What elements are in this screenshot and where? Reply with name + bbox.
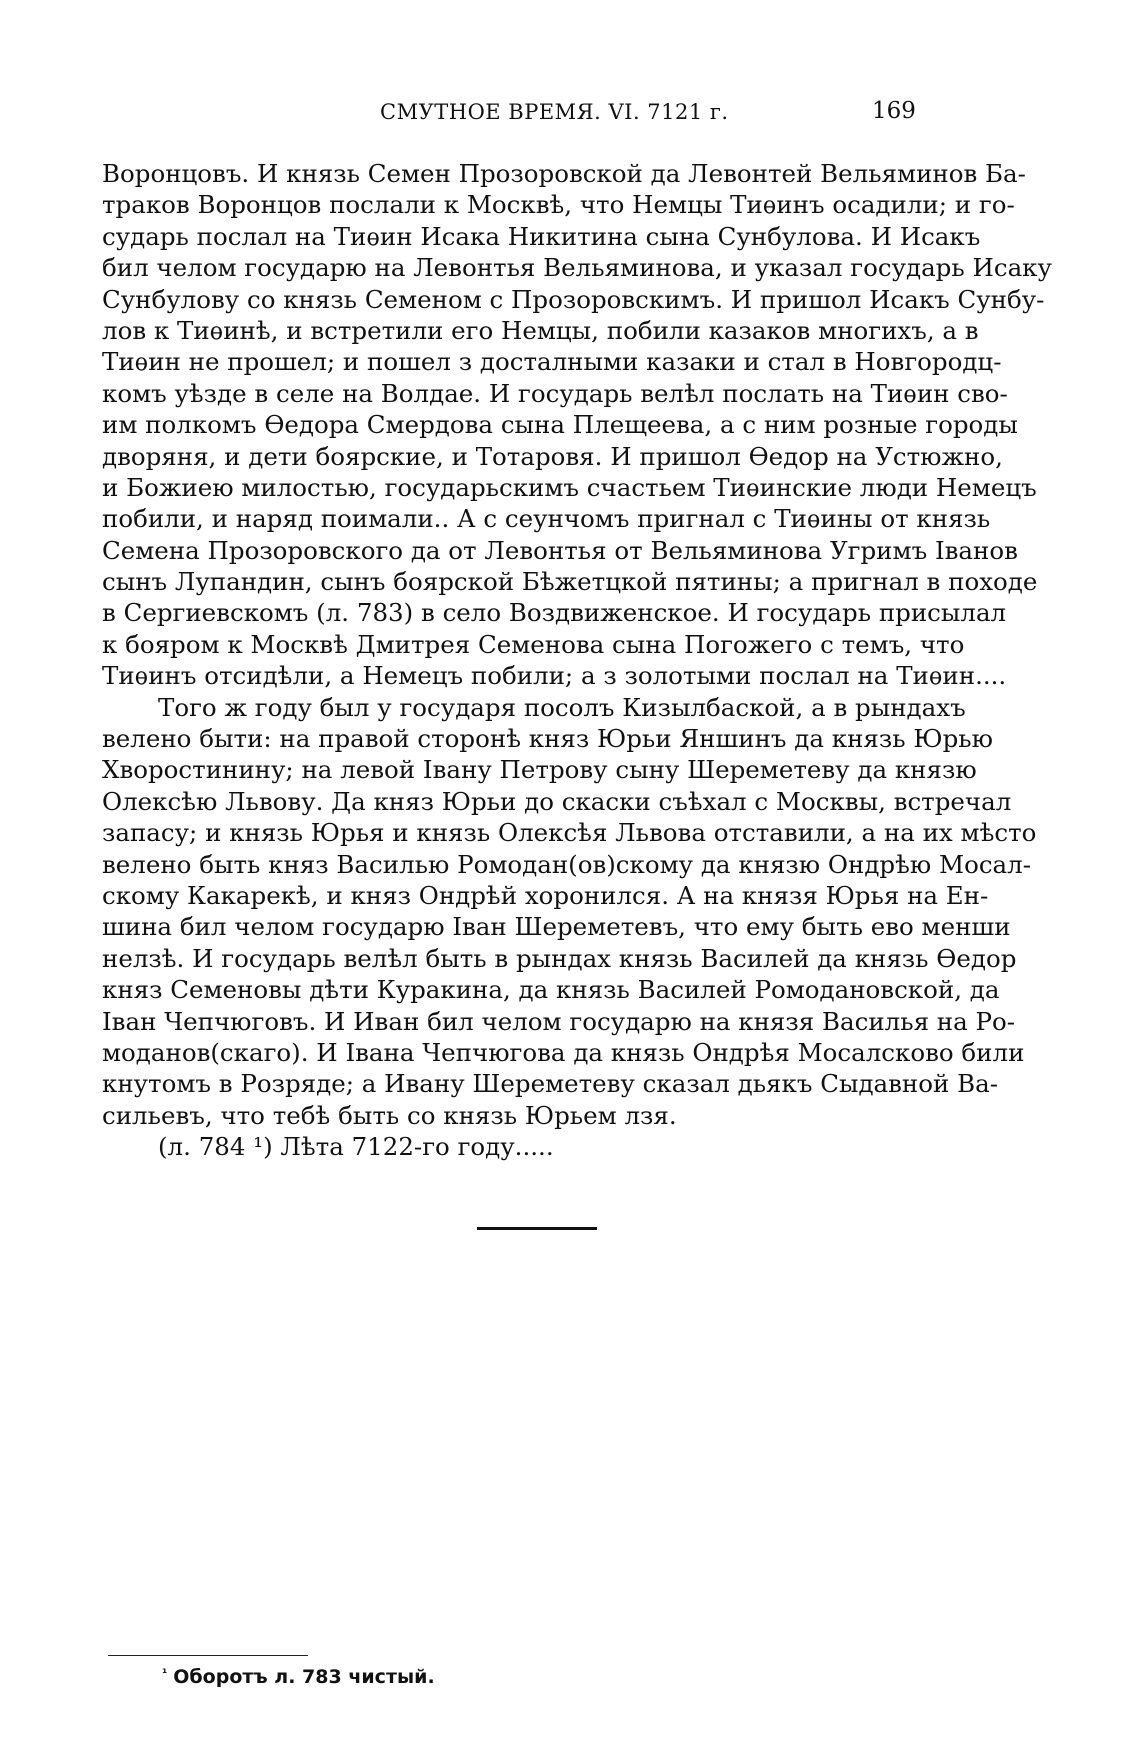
text-line: моданов(скаго). И Івана Чепчюгова да князь Ондрѣя Мосалсково били (102, 1037, 1025, 1067)
text-line: княз Семеновы дѣти Куракина, да князь Василей Ромодановской, да (102, 975, 1000, 1005)
text-line: побили, и наряд поимали.. А с сеунчомъ пригнал с Тиѳины от князь (102, 504, 991, 534)
text-line: сынъ Лупандин, сынъ боярской Бѣжетцкой пятины; а пригнал в походе (102, 567, 1038, 597)
text-line: нелзѣ. И государь велѣл быть в рындах князь Василей да князь Ѳедор (102, 943, 1017, 973)
text-line: сударь послал на Тиѳин Исака Никитина сына Сунбулова. И Исакъ (102, 221, 981, 251)
text-line: запасу; и князь Юрья и князь Олексѣя Львова отставили, а на их мѣсто (102, 818, 1037, 848)
text-line: Сунбулову со князь Семеном с Прозоровскимъ. И пришол Исакъ Сунбу- (102, 284, 1045, 314)
text-line: сильевъ, что тебѣ быть со князь Юрьем лзя. (102, 1100, 677, 1130)
text-line: Хворостинину; на левой Івану Петрову сыну Шереметеву да князю (102, 755, 977, 785)
footnote-rule (108, 1655, 308, 1656)
text-line: шина бил челом государю Іван Шереметевъ, что ему быть ево менши (102, 912, 1011, 942)
text-line: в Сергиевскомъ (л. 783) в село Воздвиженское. И государь присылал (102, 598, 1007, 628)
footnote (162, 1666, 435, 1688)
footnote-text: Оборотъ л. 783 чистый. (173, 1666, 435, 1688)
text-line: Іван Чепчюговъ. И Иван бил челом государю на князя Василья на Ро- (102, 1006, 1016, 1036)
text-line: скому Какарекѣ, и княз Ондрѣй хоронился. А на князя Юрья на Ен- (102, 880, 989, 910)
text-line: дворяня, и дети боярские, и Тотаровя. И пришол Ѳедор на Устюжно, (102, 441, 1003, 471)
text-line: Того ж году был у государя посолъ Кизылбаской, а в рындахъ (158, 692, 966, 722)
text-line: Тиѳин не прошел; и пошел з досталными казаки и стал в Новгородц- (102, 347, 1002, 377)
page-number: 169 (872, 98, 916, 124)
footnote-marker: ¹ (162, 1666, 168, 1680)
text-line: велено быть княз Василью Ромодан(ов)скому да князю Ондрѣю Мосал- (102, 849, 1031, 879)
running-header: СМУТНОЕ ВРЕМЯ. VI. 7121 г. (380, 100, 729, 124)
text-line: к бояром к Москвѣ Дмитрея Семенова сына Погожего с темъ, что (102, 629, 965, 659)
text-line: велено быти: на правой сторонѣ княз Юрьи Яншинъ да князь Юрью (102, 724, 993, 754)
section-separator (477, 1227, 597, 1230)
text-line: кнутомъ в Розряде; а Ивану Шереметеву сказал дьякъ Сыдавной Ва- (102, 1069, 999, 1099)
text-line: им полкомъ Ѳедора Смердова сына Плещеева, а с ним розные городы (102, 410, 1018, 440)
text-line: Воронцовъ. И князь Семен Прозоровской да Левонтей Вельяминов Ба- (102, 159, 1026, 188)
text-line: лов к Тиѳинѣ, и встретили его Немцы, побили казаков многихъ, а в (102, 315, 979, 345)
text-line: траков Воронцов послали к Москвѣ, что Немцы Тиѳинъ осадили; и го- (102, 190, 1015, 220)
text-line: бил челом государю на Левонтья Вельяминова, и указал государь Исаку (102, 253, 1052, 283)
body-text (102, 158, 1052, 1163)
text-line: (л. 784 ¹) Лѣта 7122-го году..... (158, 1132, 554, 1162)
text-line: Тиѳинъ отсидѣли, а Немецъ побили; а з золотыми послал на Тиѳин.... (102, 661, 1007, 691)
text-line: Олексѣю Львову. Да княз Юрьи до скаски съѣхал с Москвы, встречал (102, 786, 1012, 816)
text-line: Семена Прозоровского да от Левонтья от Вельяминова Угримъ Іванов (102, 535, 1018, 565)
text-line: и Божиею милостью, государьскимъ счастьем Тиѳинские люди Немецъ (102, 472, 1037, 502)
text-line: комъ уѣзде в селе на Волдае. И государь велѣл послать на Тиѳин сво- (102, 378, 1008, 408)
